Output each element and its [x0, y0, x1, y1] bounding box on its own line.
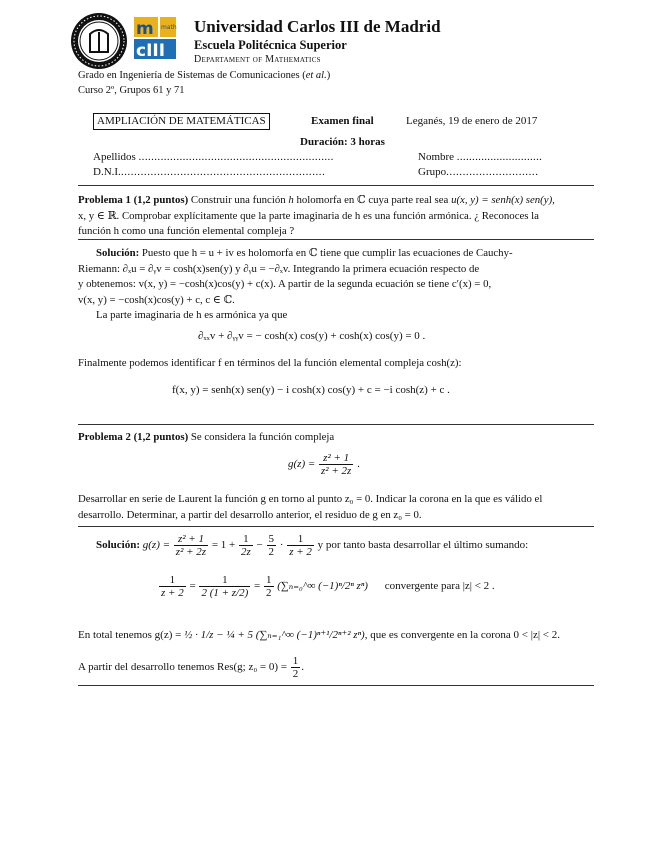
problem-2-statement: Problema 2 (1,2 puntos) Se considera la función compleja: [78, 431, 335, 443]
university-seal-logo: [70, 12, 128, 70]
exam-type: Examen final: [311, 115, 374, 127]
degree-line: Grado en Ingeniería de Sistemas de Comunicaciones (et al.): [78, 70, 331, 81]
harmonic-equation: ∂ₓₓv + ∂ᵧᵧv = − cosh(x) cos(y) + cosh(x) cos(y) = 0 .: [198, 330, 426, 342]
apellidos-field: Apellidos ..............................................................: [93, 151, 334, 163]
grupo-field: Grupo............................: [418, 166, 539, 178]
divider: [78, 185, 594, 186]
divider: [78, 424, 594, 425]
math-department-logo: [132, 15, 178, 61]
g-definition: g(z) = $\frac{\text{z² + 1}}{\text{z² + 2z}}$ .: [288, 452, 360, 477]
solution-2-decomposition: Solución: g(z) = $\frac{\text{z² + 1}}{\text{z² + 2z}}$ = 1 + $\frac{1}{2z}$ − $\frac{5}{2}$ · $\frac{1}{z + 2}$ y por tanto basta desarrollar el último sumando:: [96, 533, 529, 558]
department-name: Departament of Mathematics: [194, 54, 321, 65]
laurent-series-total: En total tenemos g(z) = ½ · 1/z − ¼ + 5 (∑ₙ₌₁^∞ (−1)ⁿ⁺¹/2ⁿ⁺² zⁿ), que es convergente en la corona 0 < |z| < 2.: [78, 629, 560, 641]
divider: [78, 526, 594, 527]
final-function-equation: f(x, y) = senh(x) sen(y) − i cosh(x) cos(y) + c = −i cosh(z) + c .: [172, 384, 450, 396]
divider: [78, 685, 594, 686]
course-line: Curso 2º, Grupos 61 y 71: [78, 85, 185, 96]
solution-1-final: Finalmente podemos identificar f en términos del la función elemental compleja cosh(z):: [78, 357, 462, 369]
subject-box: AMPLIACIÓN DE MATEMÁTICAS: [93, 113, 270, 130]
problem-2-task: Desarrollar en serie de Laurent la función g en torno al punto z₀ = 0. Indicar la corona en la que es válido el desarrollo. Determinar, a partir del desarrollo anterior, el residuo de g en z₀ = 0.: [78, 493, 543, 521]
residue-result: A partir del desarrollo tenemos Res(g; z₀ = 0) = $\frac{1}{2}$ .: [78, 655, 304, 680]
nombre-field: Nombre ............................: [418, 151, 543, 163]
exam-duration: Duración: 3 horas: [300, 136, 385, 148]
school-name: Escuela Politécnica Superior: [194, 38, 347, 52]
exam-date: Leganés, 19 de enero de 2017: [406, 115, 538, 127]
solution-1: Solución: Puesto que h = u + iv es holomorfa en ℂ tiene que cumplir las ecuaciones de Cauchy- Riemann: ∂ₓu = ∂ᵧv = cosh(x)sen(y) y ∂ᵧu = −∂ₓv. Integrando la primera ecuación respecto de y obtenemos: v(x, y) = −cosh(x)cos(y) + c(x). A partir de la segunda ecuación se tiene c′(x) = 0, v(x, y) = −cosh(x)cos(y) + c, c ∈ ℂ. La parte imaginaria de h es armónica ya que: [78, 247, 513, 321]
logo-mini-text: math: [161, 24, 177, 31]
divider: [78, 239, 594, 240]
problem-1-statement: Problema 1 (1,2 puntos) Construir una función h holomorfa en ℂ cuya parte real sea u(x, y) = senh(x) sen(y), x, y ∈ ℝ. Comprobar explícitamente que la parte imaginaria de h es una función armónica. ¿ Reconoces la función h como una función elemental compleja ?: [78, 194, 555, 237]
geometric-series-expansion: $\frac{1}{z + 2}$ = $\frac{1}{2 (1 + z/2)}$ = $\frac{1}{2}$ (∑ₙ₌₀^∞ (−1)ⁿ/2ⁿ zⁿ) convergente para |z| < 2 .: [161, 574, 495, 599]
svg-text:m: m: [136, 19, 154, 39]
university-name: Universidad Carlos III de Madrid: [194, 17, 441, 36]
svg-text:cIII: cIII: [136, 41, 166, 61]
dni-field: D.N.I...............................................................: [93, 166, 326, 178]
